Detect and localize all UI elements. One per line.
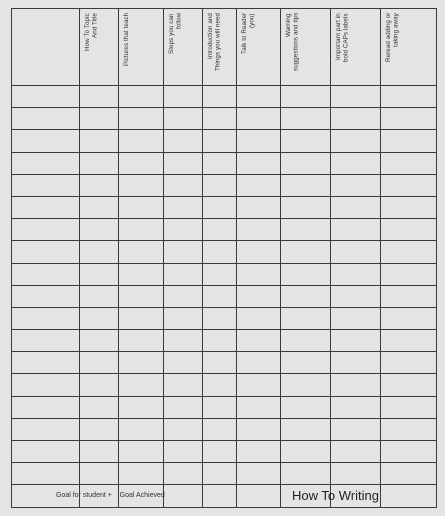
student-name-cell[interactable] <box>12 285 80 307</box>
checkbox-cell[interactable] <box>80 441 119 463</box>
table-row <box>12 307 437 329</box>
student-name-cell[interactable] <box>12 152 80 174</box>
checkbox-cell[interactable] <box>119 174 164 196</box>
checkbox-cell[interactable] <box>203 485 237 507</box>
header-label: Warning suggestions and tips <box>285 13 300 72</box>
header-label: How To Topic And Title <box>84 13 99 51</box>
checkbox-cell[interactable] <box>381 374 437 396</box>
checkbox-cell[interactable] <box>119 108 164 130</box>
table-body <box>12 86 437 508</box>
checkbox-cell[interactable] <box>237 130 281 152</box>
checkbox-cell[interactable] <box>80 174 119 196</box>
table-row <box>12 152 437 174</box>
checkbox-cell[interactable] <box>381 86 437 108</box>
header-cell-criterion <box>331 9 381 86</box>
checkbox-cell[interactable] <box>381 418 437 440</box>
checkbox-cell[interactable] <box>80 263 119 285</box>
checkbox-cell[interactable] <box>164 241 203 263</box>
checkbox-cell[interactable] <box>119 130 164 152</box>
checkbox-cell[interactable] <box>381 463 437 485</box>
checkbox-cell[interactable] <box>119 152 164 174</box>
checkbox-cell[interactable] <box>80 108 119 130</box>
checkbox-cell[interactable] <box>331 352 381 374</box>
checkbox-cell[interactable] <box>237 263 281 285</box>
table-row <box>12 219 437 241</box>
checkbox-cell[interactable] <box>281 174 331 196</box>
checkbox-cell[interactable] <box>164 374 203 396</box>
checkbox-cell[interactable] <box>119 285 164 307</box>
checkbox-cell[interactable] <box>80 152 119 174</box>
checkbox-cell[interactable] <box>203 330 237 352</box>
header-cell-name <box>12 9 80 86</box>
checkbox-cell[interactable] <box>203 241 237 263</box>
checkbox-cell[interactable] <box>331 219 381 241</box>
checkbox-cell[interactable] <box>331 196 381 218</box>
checkbox-cell[interactable] <box>381 485 437 507</box>
header-cell-criterion <box>80 9 119 86</box>
checkbox-cell[interactable] <box>381 152 437 174</box>
checkbox-cell[interactable] <box>331 441 381 463</box>
checkbox-cell[interactable] <box>203 86 237 108</box>
checkbox-cell[interactable] <box>164 130 203 152</box>
checkbox-cell[interactable] <box>119 463 164 485</box>
student-name-cell[interactable] <box>12 352 80 374</box>
checkbox-cell[interactable] <box>381 174 437 196</box>
checkbox-cell[interactable] <box>331 396 381 418</box>
checkbox-cell[interactable] <box>164 463 203 485</box>
table-row <box>12 352 437 374</box>
checkbox-cell[interactable] <box>281 352 331 374</box>
checkbox-cell[interactable] <box>237 463 281 485</box>
table-row <box>12 130 437 152</box>
table-row <box>12 396 437 418</box>
checkbox-cell[interactable] <box>281 441 331 463</box>
checkbox-cell[interactable] <box>80 463 119 485</box>
checkbox-cell[interactable] <box>164 396 203 418</box>
checkbox-cell[interactable] <box>80 130 119 152</box>
checkbox-cell[interactable] <box>164 219 203 241</box>
checkbox-cell[interactable] <box>164 174 203 196</box>
checkbox-cell[interactable] <box>119 418 164 440</box>
checkbox-cell[interactable] <box>164 108 203 130</box>
checkbox-cell[interactable] <box>80 330 119 352</box>
checkbox-cell[interactable] <box>281 86 331 108</box>
checkbox-cell[interactable] <box>164 330 203 352</box>
header-cell-criterion <box>237 9 281 86</box>
student-name-cell[interactable] <box>12 241 80 263</box>
checkbox-cell[interactable] <box>203 352 237 374</box>
header-cell-criterion <box>203 9 237 86</box>
checkbox-cell[interactable] <box>80 396 119 418</box>
table-row <box>12 241 437 263</box>
header-cell-criterion <box>119 9 164 86</box>
checkbox-cell[interactable] <box>381 196 437 218</box>
checkbox-cell[interactable] <box>237 152 281 174</box>
checkbox-cell[interactable] <box>281 285 331 307</box>
checkbox-cell[interactable] <box>119 441 164 463</box>
table-row <box>12 330 437 352</box>
checkbox-cell[interactable] <box>237 374 281 396</box>
student-name-cell[interactable] <box>12 374 80 396</box>
checkbox-cell[interactable] <box>331 174 381 196</box>
header-label: Pictures that teach <box>123 13 130 67</box>
checkbox-cell[interactable] <box>119 196 164 218</box>
student-name-cell[interactable] <box>12 130 80 152</box>
student-name-cell[interactable] <box>12 307 80 329</box>
checklist-table <box>11 8 437 508</box>
header-label: Steps you can follow <box>168 13 183 54</box>
checkbox-cell[interactable] <box>203 130 237 152</box>
checkbox-cell[interactable] <box>119 263 164 285</box>
student-name-cell[interactable] <box>12 263 80 285</box>
checkbox-cell[interactable] <box>237 219 281 241</box>
checkbox-cell[interactable] <box>80 374 119 396</box>
checkbox-cell[interactable] <box>164 263 203 285</box>
checkbox-cell[interactable] <box>80 86 119 108</box>
table-row <box>12 108 437 130</box>
checkbox-cell[interactable] <box>381 285 437 307</box>
checkbox-cell[interactable] <box>80 418 119 440</box>
checkbox-cell[interactable] <box>164 196 203 218</box>
table-row <box>12 86 437 108</box>
checkbox-cell[interactable] <box>237 196 281 218</box>
checkbox-cell[interactable] <box>203 196 237 218</box>
table-row <box>12 285 437 307</box>
checkbox-cell[interactable] <box>203 418 237 440</box>
table-row <box>12 418 437 440</box>
checkbox-cell[interactable] <box>331 86 381 108</box>
checkbox-cell[interactable] <box>331 263 381 285</box>
table-row <box>12 174 437 196</box>
checkbox-cell[interactable] <box>80 219 119 241</box>
checkbox-cell[interactable] <box>237 396 281 418</box>
checkbox-cell[interactable] <box>203 219 237 241</box>
checkbox-cell[interactable] <box>203 396 237 418</box>
checkbox-cell[interactable] <box>381 396 437 418</box>
checkbox-cell[interactable] <box>164 418 203 440</box>
checkbox-cell[interactable] <box>119 219 164 241</box>
student-name-cell[interactable] <box>12 396 80 418</box>
table-row <box>12 463 437 485</box>
checkbox-cell[interactable] <box>237 418 281 440</box>
checkbox-cell[interactable] <box>80 285 119 307</box>
checkbox-cell[interactable] <box>281 263 331 285</box>
checkbox-cell[interactable] <box>237 307 281 329</box>
checkbox-cell[interactable] <box>381 108 437 130</box>
checkbox-cell[interactable] <box>119 396 164 418</box>
student-name-cell[interactable] <box>12 86 80 108</box>
checkbox-cell[interactable] <box>281 463 331 485</box>
checkbox-cell[interactable] <box>381 263 437 285</box>
checkbox-cell[interactable] <box>80 352 119 374</box>
checkbox-cell[interactable] <box>203 374 237 396</box>
checkbox-cell[interactable] <box>164 152 203 174</box>
checkbox-cell[interactable] <box>331 130 381 152</box>
checkbox-cell[interactable] <box>281 418 331 440</box>
checkbox-cell[interactable] <box>331 330 381 352</box>
checkbox-cell[interactable] <box>119 352 164 374</box>
checkbox-cell[interactable] <box>203 174 237 196</box>
checkbox-cell[interactable] <box>381 130 437 152</box>
checkbox-cell[interactable] <box>164 307 203 329</box>
checkbox-cell[interactable] <box>281 396 331 418</box>
checkbox-cell[interactable] <box>331 418 381 440</box>
checkbox-cell[interactable] <box>237 241 281 263</box>
checkbox-cell[interactable] <box>381 307 437 329</box>
checkbox-cell[interactable] <box>331 285 381 307</box>
checkbox-cell[interactable] <box>381 241 437 263</box>
checkbox-cell[interactable] <box>281 374 331 396</box>
student-name-cell[interactable] <box>12 418 80 440</box>
checkbox-cell[interactable] <box>119 330 164 352</box>
checkbox-cell[interactable] <box>331 374 381 396</box>
checkbox-cell[interactable] <box>203 263 237 285</box>
checkbox-cell[interactable] <box>331 108 381 130</box>
student-name-cell[interactable] <box>12 196 80 218</box>
student-name-cell[interactable] <box>12 441 80 463</box>
checkbox-cell[interactable] <box>281 307 331 329</box>
checkbox-cell[interactable] <box>119 241 164 263</box>
header-cell-criterion <box>381 9 437 86</box>
checkbox-cell[interactable] <box>331 307 381 329</box>
goal-legend: Goal for student + Goal Achieved <box>56 492 165 499</box>
student-name-cell[interactable] <box>12 108 80 130</box>
checkbox-cell[interactable] <box>203 108 237 130</box>
header-label: Talk to Reader (you) <box>241 13 256 55</box>
checkbox-cell[interactable] <box>281 330 331 352</box>
header-label: Important part in bold CAPs labels <box>335 13 350 62</box>
checkbox-cell[interactable] <box>237 485 281 507</box>
checkbox-cell[interactable] <box>203 285 237 307</box>
checkbox-cell[interactable] <box>80 196 119 218</box>
checkbox-cell[interactable] <box>381 330 437 352</box>
checkbox-cell[interactable] <box>331 152 381 174</box>
checkbox-cell[interactable] <box>381 352 437 374</box>
table-row <box>12 196 437 218</box>
table-row <box>12 263 437 285</box>
checkbox-cell[interactable] <box>164 285 203 307</box>
header-label: Introduction and Things you will need <box>207 13 222 72</box>
checkbox-cell[interactable] <box>237 330 281 352</box>
header-cell-criterion <box>281 9 331 86</box>
header-cell-criterion <box>164 9 203 86</box>
checkbox-cell[interactable] <box>237 441 281 463</box>
checkbox-cell[interactable] <box>164 86 203 108</box>
checkbox-cell[interactable] <box>237 285 281 307</box>
checkbox-cell[interactable] <box>119 307 164 329</box>
table-row <box>12 441 437 463</box>
checkbox-cell[interactable] <box>80 241 119 263</box>
checkbox-cell[interactable] <box>80 307 119 329</box>
header-row <box>12 9 437 86</box>
checkbox-cell[interactable] <box>281 152 331 174</box>
checkbox-cell[interactable] <box>281 219 331 241</box>
student-name-cell[interactable] <box>12 330 80 352</box>
checkbox-cell[interactable] <box>203 463 237 485</box>
worksheet-title: How To Writing <box>292 488 379 503</box>
table-row <box>12 374 437 396</box>
checkbox-cell[interactable] <box>237 86 281 108</box>
checkbox-cell[interactable] <box>331 463 381 485</box>
checkbox-cell[interactable] <box>331 241 381 263</box>
student-name-cell[interactable] <box>12 463 80 485</box>
checkbox-cell[interactable] <box>203 441 237 463</box>
checkbox-cell[interactable] <box>119 374 164 396</box>
checkbox-cell[interactable] <box>281 108 331 130</box>
student-name-cell[interactable] <box>12 174 80 196</box>
checkbox-cell[interactable] <box>203 307 237 329</box>
checkbox-cell[interactable] <box>237 108 281 130</box>
checkbox-cell[interactable] <box>281 241 331 263</box>
student-name-cell[interactable] <box>12 219 80 241</box>
checkbox-cell[interactable] <box>164 441 203 463</box>
checkbox-cell[interactable] <box>203 152 237 174</box>
checkbox-cell[interactable] <box>381 219 437 241</box>
checkbox-cell[interactable] <box>119 86 164 108</box>
checkbox-cell[interactable] <box>281 196 331 218</box>
checkbox-cell[interactable] <box>237 174 281 196</box>
header-label: Reread adding or taking away <box>385 13 400 63</box>
checkbox-cell[interactable] <box>281 130 331 152</box>
checkbox-cell[interactable] <box>381 441 437 463</box>
checkbox-cell[interactable] <box>164 352 203 374</box>
checkbox-cell[interactable] <box>237 352 281 374</box>
checkbox-cell[interactable] <box>164 485 203 507</box>
